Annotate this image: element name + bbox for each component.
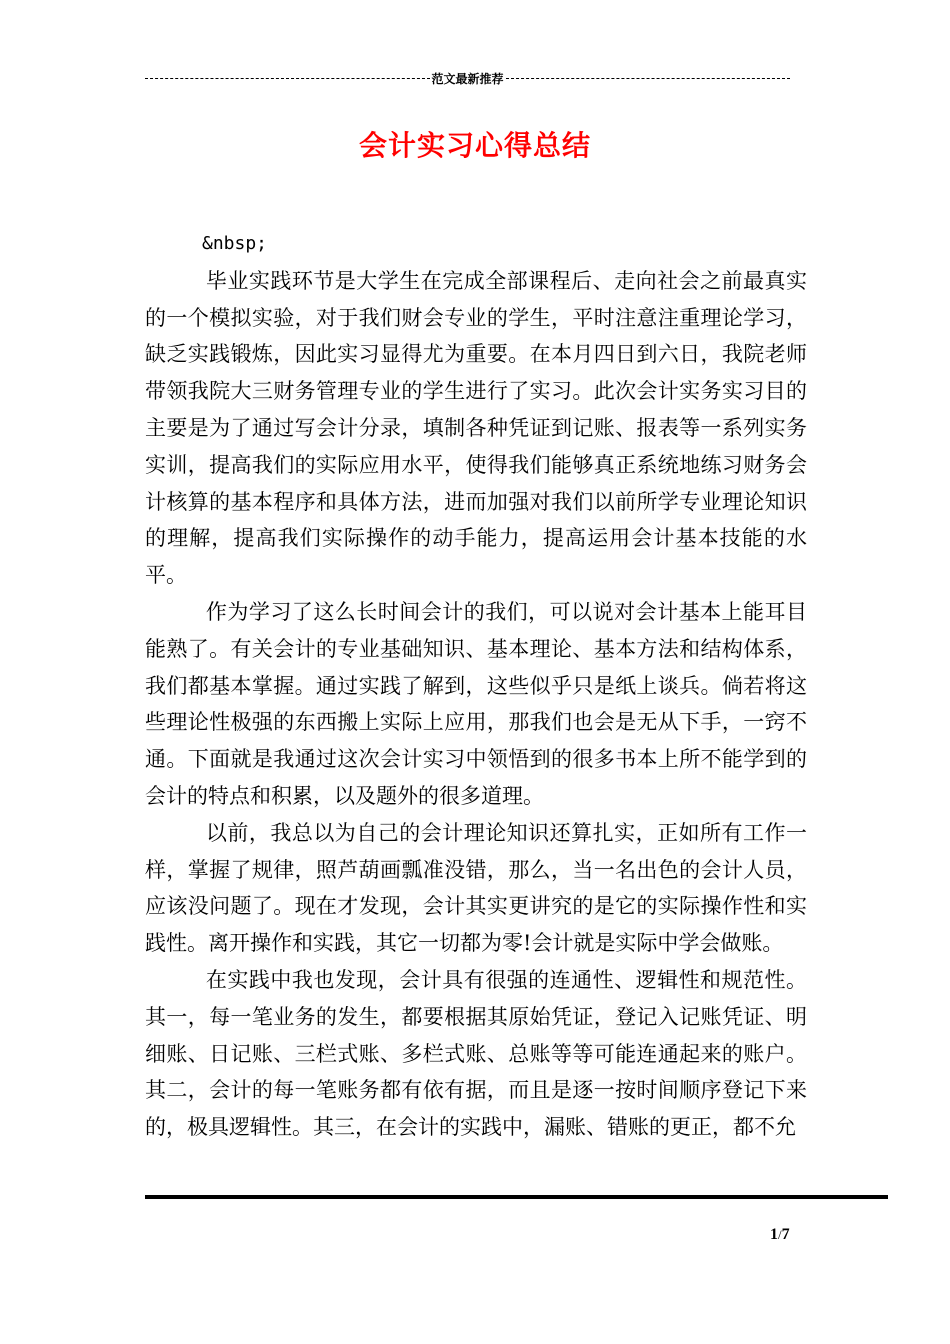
paragraph-3: 以前，我总以为自己的会计理论知识还算扎实，正如所有工作一样，掌握了规律，照芦葫画瓢准没错，那么，当一名出色的会计人员，应该没问题了。现在才发现，会计其实更讲究的是它的实际操作性和实践性。离开操作和实践，其它一切都为零!会计就是实际中学会做账。 [145, 820, 807, 956]
document-body [145, 226, 807, 1146]
page-current: 1 [770, 1226, 778, 1243]
header-dash-left [145, 78, 430, 79]
page-number [770, 1226, 790, 1244]
page-separator: / [778, 1227, 782, 1242]
header-dash-right [506, 78, 790, 79]
header-rule [145, 68, 790, 88]
paragraph-1: 毕业实践环节是大学生在完成全部课程后、走向社会之前最真实的一个模拟实验，对于我们财会专业的学生，平时注意注重理论学习，缺乏实践锻炼，因此实习显得尤为重要。在本月四日到六日，我院老师带领我院大三财务管理专业的学生进行了实习。此次会计实务实习目的主要是为了通过写会计分录，填制各种凭证到记账、报表等一系列实务实训，提高我们的实际应用水平，使得我们能够真正系统地练习财务会计核算的基本程序和具体方法，进而加强对我们以前所学专业理论知识的理解，提高我们实际操作的动手能力，提高运用会计基本技能的水平。 [145, 268, 807, 588]
page-total: 7 [781, 1226, 790, 1243]
paragraph-4: 在实践中我也发现，会计具有很强的连通性、逻辑性和规范性。其一，每一笔业务的发生，都要根据其原始凭证，登记入记账凭证、明细账、日记账、三栏式账、多栏式账、总账等等可能连通起来的账户。其二，会计的每一笔账务都有依有据，而且是逐一按时间顺序登记下来的，极具逻辑性。其三，在会计的实践中，漏账、错账的更正，都不允 [145, 967, 807, 1140]
nbsp-paragraph: &nbsp; [202, 233, 268, 254]
footer-rule [145, 1196, 888, 1199]
document-title: 会计实习心得总结 [358, 129, 591, 162]
paragraph-2: 作为学习了这么长时间会计的我们，可以说对会计基本上能耳目能熟了。有关会计的专业基础知识、基本理论、基本方法和结构体系，我们都基本掌握。通过实践了解到，这些似乎只是纸上谈兵。倘若将这些理论性极强的东西搬上实际上应用，那我们也会是无从下手，一窍不通。下面就是我通过这次会计实习中领悟到的很多书本上所不能学到的会计的特点和积累，以及题外的很多道理。 [145, 599, 807, 808]
header-label: 范文最新推荐 [431, 71, 504, 86]
